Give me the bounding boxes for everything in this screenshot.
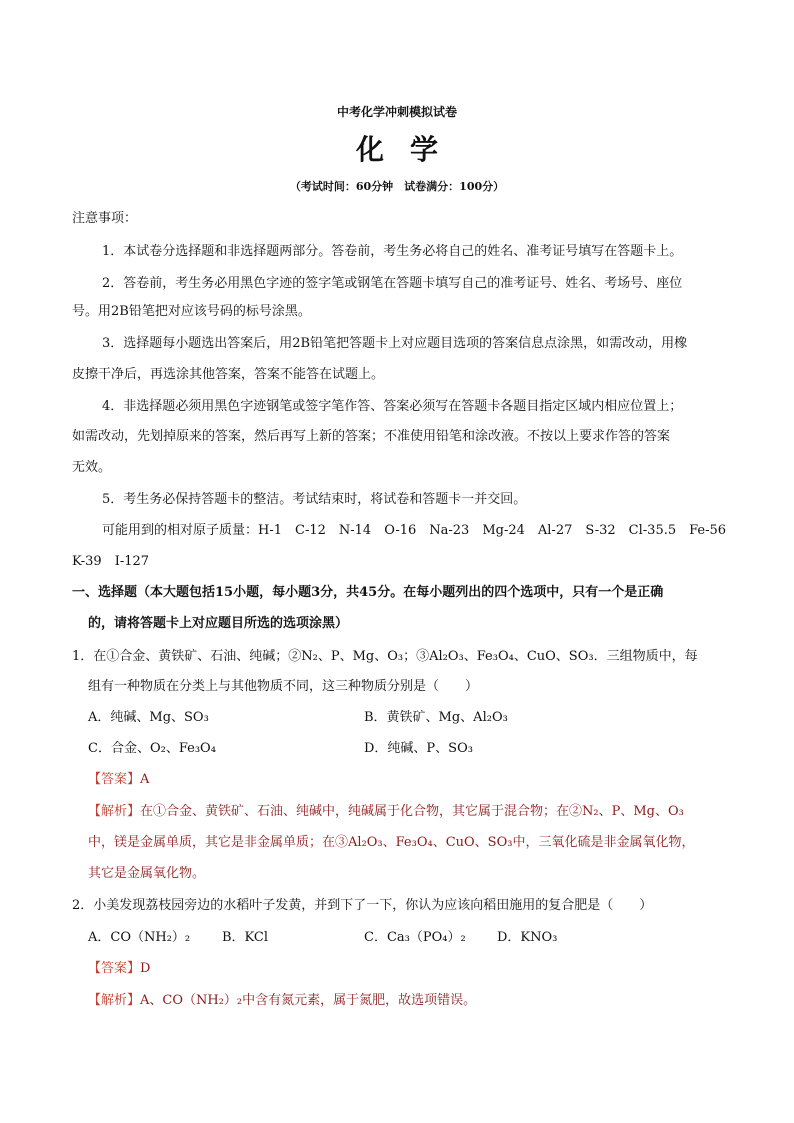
- section-title: 的，请将答题卡上对应题目所选的选项涂黑）: [88, 616, 349, 631]
- note-line: 3．选择题每小题选出答案后，用2B铅笔把答题卡上对应题目选项的答案信息点涂黑，如需改动，用橡: [102, 336, 688, 351]
- note-line: 皮擦干净后，再选涂其他答案，答案不能答在试题上。: [72, 367, 385, 382]
- analysis-tag: 【解析】: [88, 804, 141, 819]
- subject-title: 化学: [355, 133, 464, 166]
- note-line: 号。用2B铅笔把对应该号码的标号涂黑。: [72, 304, 311, 319]
- atomic-mass-line: 可能用到的相对原子质量：H-1 C-12 N-14 O-16 Na-23 Mg-24 Al-27 S-32 Cl-35.5 Fe-56: [102, 523, 727, 538]
- q2-option-d: D．KNO₃: [497, 930, 558, 945]
- note-line: 4．非选择题必须用黑色字迹钢笔或签字笔作答、答案必须写在答题卡各题目指定区域内相应位置上；: [102, 399, 683, 414]
- question-2-stem: 2．小美发现荔枝园旁边的水稻叶子发黄，并到下了一下，你认为应该向稻田施用的复合肥是（ ）: [72, 898, 653, 913]
- q1-analysis-text: 其它是金属氧化物。: [88, 866, 206, 881]
- q2-option-b: B．KCl: [222, 930, 269, 945]
- q1-option-c: C．合金、O₂、Fe₃O₄: [88, 741, 216, 756]
- atomic-mass-line: K-39 I-127: [72, 554, 150, 569]
- q1-option-a: A．纯碱、Mg、SO₃: [88, 710, 209, 725]
- q1-option-b: B．黄铁矿、Mg、Al₂O₃: [364, 710, 508, 725]
- note-line: 2．答卷前，考生务必用黑色字迹的签字笔或钢笔在答题卡填写自己的准考证号、姓名、考场号、座位: [102, 276, 683, 291]
- answer-tag: 【答案】: [88, 772, 141, 787]
- section-title: 一、选择题（本大题包括15小题，每小题3分，共45分。在每小题列出的四个选项中，只有一个是正确: [72, 585, 664, 600]
- notes-heading: 注意事项：: [72, 211, 138, 226]
- q2-analysis: [88, 992, 722, 1010]
- exam-info: （考试时间：60分钟 试卷满分：100分）: [289, 180, 505, 193]
- q1-analysis: [88, 803, 722, 821]
- note-line: 无效。: [72, 460, 112, 475]
- q2-answer: [88, 960, 722, 978]
- q2-option-c: C．Ca₃（PO₄）₂: [364, 930, 466, 945]
- answer-value: A: [140, 772, 150, 787]
- analysis-tag: 【解析】: [88, 993, 141, 1008]
- q1-option-d: D．纯碱、P、SO₃: [364, 741, 473, 756]
- answer-tag: 【答案】: [88, 961, 141, 976]
- analysis-text: A、CO（NH₂）₂中含有氮元素，属于氮肥，故选项错误。: [140, 993, 477, 1008]
- question-1-stem: 组有一种物质在分类上与其他物质不同，这三种物质分别是（ ）: [88, 679, 479, 694]
- q1-answer: [88, 771, 722, 789]
- q2-option-a: A．CO（NH₂）₂: [88, 930, 191, 945]
- question-1-stem: 1．在①合金、黄铁矿、石油、纯碱；②N₂、P、Mg、O₃；③Al₂O₃、Fe₃O₄、CuO、SO₃．三组物质中，每: [72, 649, 698, 664]
- note-line: 5．考生务必保持答题卡的整洁。考试结束时，将试卷和答题卡一并交回。: [102, 492, 527, 507]
- note-line: 如需改动，先划掉原来的答案，然后再写上新的答案；不准使用铅笔和涂改液。不按以上要求作答的答案: [72, 429, 671, 444]
- answer-value: D: [140, 961, 151, 976]
- analysis-text: 在①合金、黄铁矿、石油、纯碱中，纯碱属于化合物，其它属于混合物；在②N₂、P、Mg、O₃: [140, 804, 684, 819]
- exam-name: 中考化学冲刺模拟试卷: [336, 105, 457, 119]
- note-line: 1．本试卷分选择题和非选择题两部分。答卷前，考生务必将自己的姓名、准考证号填写在答题卡上。: [102, 244, 683, 259]
- q1-analysis-text: 中，镁是金属单质，其它是非金属单质；在③Al₂O₃、Fe₃O₄、CuO、SO₃中，三氧化硫是非金属氧化物，: [88, 835, 695, 850]
